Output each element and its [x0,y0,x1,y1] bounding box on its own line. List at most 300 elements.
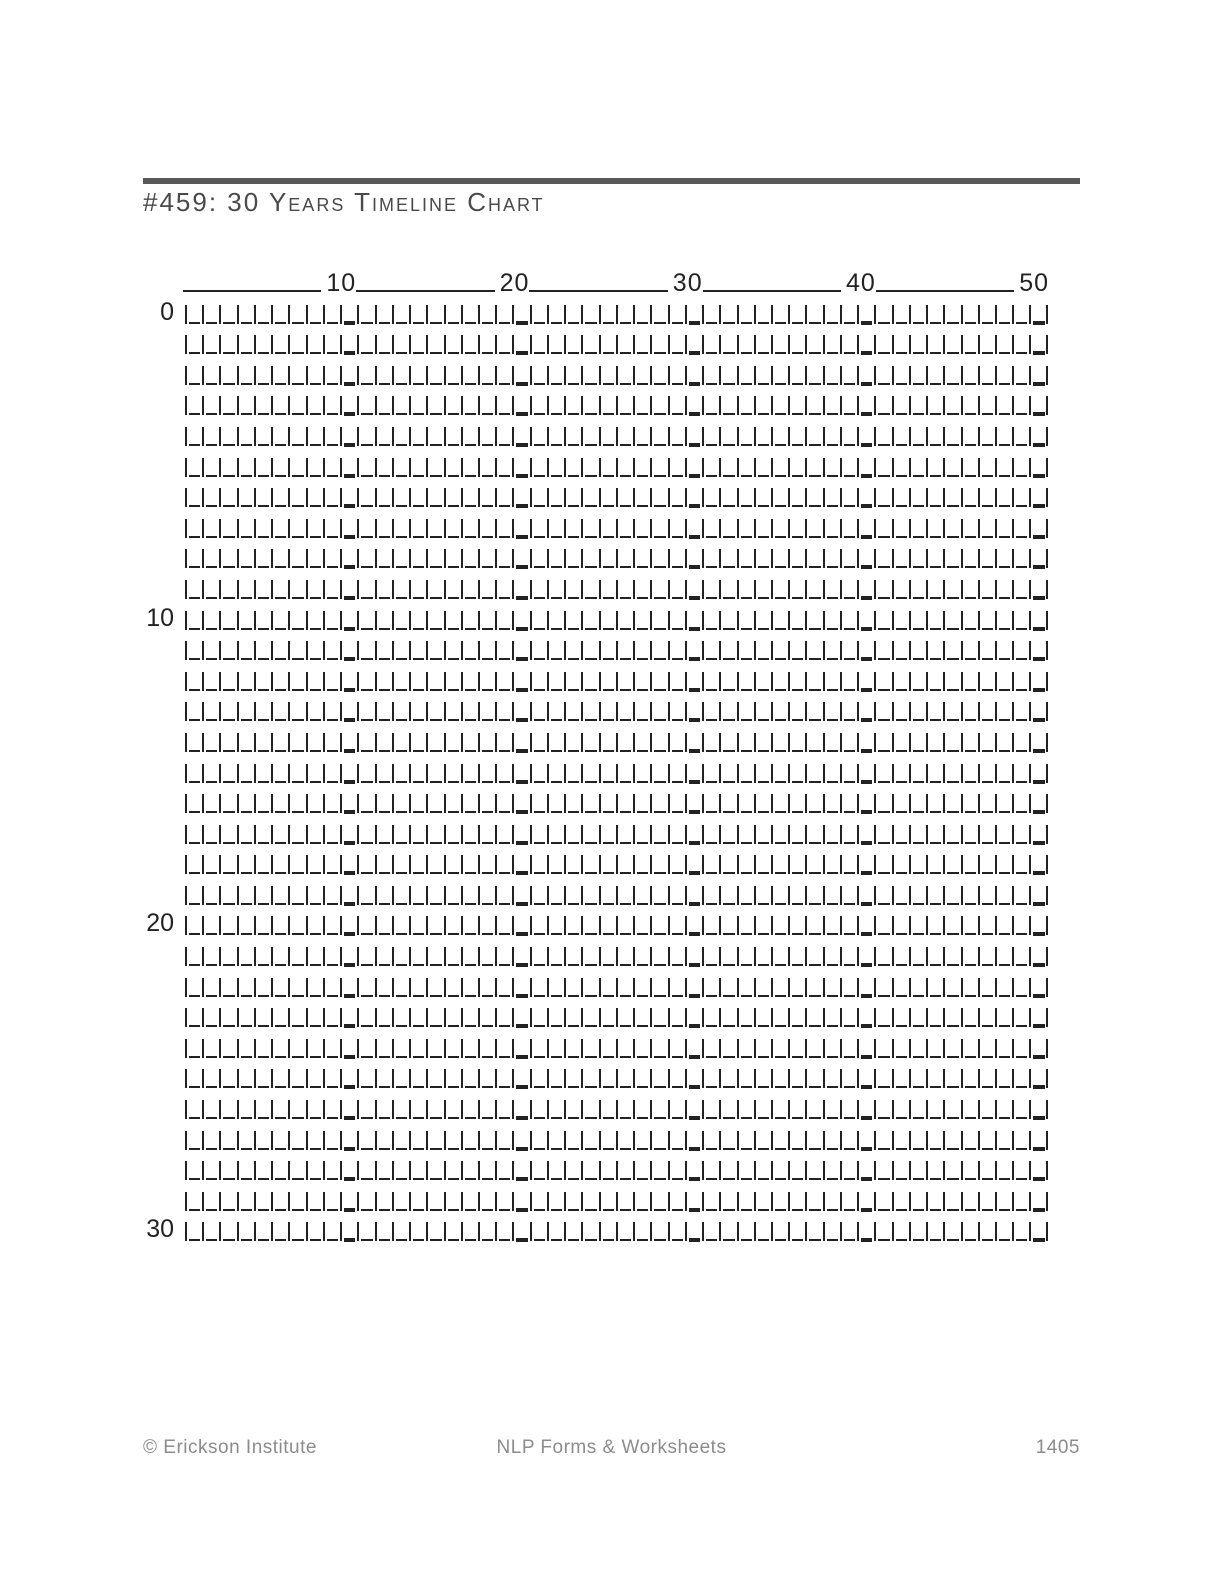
tick-bar-icon [271,1039,273,1058]
tick-bar-icon [219,458,221,477]
tick-bar-icon [340,702,342,721]
cell-underscore [379,536,390,538]
timeline-cell [719,724,736,755]
cell-underscore [241,536,252,538]
timeline-cell [685,357,702,388]
timeline-cell [512,877,529,908]
tick-bar-icon [254,825,256,844]
tick-bar-icon [771,672,773,691]
cell-underscore [792,1239,803,1241]
timeline-cell [426,1030,443,1061]
tick-bar-icon [185,672,187,691]
cell-underscore [534,352,545,354]
timeline-cell [340,357,357,388]
timeline-cell [547,724,564,755]
timeline-cell [840,480,857,511]
timeline-cell [495,969,512,1000]
cell-underscore [396,475,407,477]
cell-underscore [585,597,596,599]
cell-underscore [913,1025,924,1027]
cell-underscore [982,750,993,752]
timeline-cell [771,418,788,449]
cell-underscore [706,322,717,324]
tick-bar-icon [581,396,583,415]
tick-bar-icon [892,396,894,415]
timeline-cell [754,357,771,388]
timeline-cell [512,541,529,572]
timeline-cell [892,1061,909,1092]
tick-bar-icon [237,672,239,691]
cell-underscore [585,383,596,385]
timeline-cell [306,602,323,633]
cell-underscore [189,1239,200,1241]
tick-bar-icon [892,427,894,446]
cell-underscore [344,474,355,478]
cell-underscore [861,412,872,416]
tick-bar-icon [392,886,394,905]
timeline-cell [495,663,512,694]
tick-bar-icon [461,825,463,844]
cell-underscore [1033,474,1044,478]
tick-bar-icon [392,1222,394,1241]
tick-bar-icon [616,1161,618,1180]
timeline-cell [219,1183,236,1214]
cell-underscore [878,1148,889,1150]
cell-underscore [1033,932,1044,936]
tick-bar-icon [185,335,187,354]
timeline-cell [650,449,667,480]
tick-bar-icon [495,488,497,507]
tick-bar-icon [185,1222,187,1241]
timeline-cell [633,724,650,755]
tick-bar-icon [874,1008,876,1027]
timeline-cell [943,1122,960,1153]
cell-underscore [844,536,855,538]
timeline-cell [616,357,633,388]
timeline-cell [754,633,771,664]
tick-bar-icon [202,886,204,905]
cell-underscore [947,566,958,568]
cell-underscore [344,382,355,386]
tick-bar-icon [874,1192,876,1211]
tick-bar-icon [685,458,687,477]
cell-underscore [499,995,510,997]
timeline-cell [892,877,909,908]
timeline-cell [461,1122,478,1153]
tick-bar-icon [909,396,911,415]
cell-underscore [844,1025,855,1027]
tick-bar-icon [874,825,876,844]
tick-bar-icon [357,1100,359,1119]
cell-underscore [396,597,407,599]
cell-underscore [775,1117,786,1119]
timeline-cell [564,847,581,878]
tick-bar-icon [564,458,566,477]
timeline-cell [392,969,409,1000]
cell-underscore [982,933,993,935]
timeline-cell [771,1091,788,1122]
timeline-cell [978,418,995,449]
timeline-cell [823,418,840,449]
tick-bar-icon [1029,488,1031,507]
timeline-cell [995,908,1012,939]
tick-bar-icon [323,641,325,660]
cell-underscore [344,1177,355,1181]
timeline-cell [943,938,960,969]
tick-bar-icon [805,855,807,874]
tick-bar-icon [788,611,790,630]
timeline-cell [323,480,340,511]
tick-bar-icon [271,1161,273,1180]
cell-underscore [672,1209,683,1211]
timeline-cell [1029,571,1046,602]
timeline-cell [754,816,771,847]
timeline-cell [478,786,495,817]
tick-bar-icon [323,947,325,966]
tick-bar-icon [926,305,928,324]
timeline-cell [805,602,822,633]
cell-underscore [706,964,717,966]
timeline-cell [926,1061,943,1092]
cell-underscore [603,903,614,905]
timeline-cell [719,969,736,1000]
timeline-cell [685,388,702,419]
cell-underscore [878,719,889,721]
cell-underscore [827,933,838,935]
tick-bar-icon [805,335,807,354]
timeline-cell [495,908,512,939]
tick-bar-icon [978,1131,980,1150]
cell-underscore [620,1148,631,1150]
tick-bar-icon [874,1100,876,1119]
timeline-cell [288,1153,305,1184]
timeline-cell [581,1061,598,1092]
tick-bar-icon [737,672,739,691]
cell-underscore [689,1024,700,1028]
cell-underscore [568,995,579,997]
cell-underscore [396,689,407,691]
timeline-cell [874,571,891,602]
timeline-cell [702,786,719,817]
timeline-cell [599,388,616,419]
cell-underscore [551,872,562,874]
cell-underscore [568,811,579,813]
tick-bar-icon [323,886,325,905]
timeline-cell [685,877,702,908]
tick-bar-icon [530,1131,532,1150]
tick-bar-icon [702,458,704,477]
timeline-cell [357,755,374,786]
tick-bar-icon [840,1100,842,1119]
timeline-cell [771,663,788,694]
timeline-cell [616,1061,633,1092]
timeline-cell [771,1000,788,1031]
timeline-cell [961,633,978,664]
cell-underscore [413,597,424,599]
cell-underscore [310,1056,321,1058]
timeline-row [185,327,1047,358]
tick-bar-icon [564,396,566,415]
cell-underscore [275,475,286,477]
cell-underscore [361,811,372,813]
cell-underscore [189,1178,200,1180]
tick-bar-icon [375,1069,377,1088]
timeline-cell [357,908,374,939]
cell-underscore [1033,321,1044,325]
cell-underscore [344,1238,355,1242]
cell-underscore [361,1117,372,1119]
tick-bar-icon [926,641,928,660]
timeline-cell [392,388,409,419]
timeline-cell [995,816,1012,847]
tick-bar-icon [737,978,739,997]
tick-bar-icon [668,733,670,752]
timeline-cell [892,1122,909,1153]
cell-underscore [448,505,459,507]
cell-underscore [1033,535,1044,539]
cell-underscore [1033,1024,1044,1028]
tick-bar-icon [616,366,618,385]
cell-underscore [809,1086,820,1088]
cell-underscore [310,444,321,446]
tick-bar-icon [254,611,256,630]
cell-underscore [637,413,648,415]
tick-bar-icon [288,458,290,477]
timeline-cell [512,816,529,847]
tick-bar-icon [530,335,532,354]
cell-underscore [723,322,734,324]
cell-underscore [310,1239,321,1241]
timeline-cell [737,1061,754,1092]
cell-underscore [448,811,459,813]
timeline-cell [254,1030,271,1061]
cell-underscore [861,841,872,845]
tick-bar-icon [771,641,773,660]
timeline-cell [219,541,236,572]
timeline-cell [357,816,374,847]
timeline-cell [461,877,478,908]
tick-bar-icon [719,886,721,905]
cell-underscore [499,781,510,783]
cell-underscore [482,811,493,813]
timeline-cell [306,633,323,664]
cell-underscore [620,505,631,507]
timeline-cell [909,327,926,358]
timeline-cell [892,1153,909,1184]
timeline-cell [237,755,254,786]
timeline-cell [823,847,840,878]
cell-underscore [775,566,786,568]
timeline-cell [840,602,857,633]
tick-bar-icon [547,794,549,813]
tick-bar-icon [185,1039,187,1058]
tick-bar-icon [444,733,446,752]
cell-underscore [809,903,820,905]
cell-underscore [292,1056,303,1058]
timeline-cell [306,724,323,755]
tick-bar-icon [323,794,325,813]
timeline-cell [943,418,960,449]
cell-underscore [1016,505,1027,507]
tick-bar-icon [581,335,583,354]
tick-bar-icon [650,396,652,415]
timeline-cell [323,1214,340,1245]
tick-bar-icon [271,1222,273,1241]
tick-bar-icon [771,947,773,966]
cell-underscore [758,1178,769,1180]
cell-underscore [327,1148,338,1150]
cell-underscore [482,1239,493,1241]
cell-underscore [516,1147,527,1151]
cell-underscore [620,781,631,783]
timeline-cell [874,418,891,449]
tick-bar-icon [857,702,859,721]
tick-bar-icon [581,672,583,691]
cell-underscore [585,872,596,874]
tick-bar-icon [185,366,187,385]
timeline-cell [564,602,581,633]
cell-underscore [241,1117,252,1119]
tick-bar-icon [599,855,601,874]
timeline-cell [995,1000,1012,1031]
timeline-cell [444,877,461,908]
tick-bar-icon [788,1100,790,1119]
cell-underscore [741,781,752,783]
cell-underscore [206,352,217,354]
cell-underscore [189,352,200,354]
cell-underscore [706,1056,717,1058]
timeline-cell [771,1214,788,1245]
cell-underscore [499,1117,510,1119]
cell-underscore [223,995,234,997]
timeline-cell [978,449,995,480]
tick-bar-icon [771,1131,773,1150]
timeline-cell [702,847,719,878]
timeline-cell [788,1214,805,1245]
cell-underscore [723,995,734,997]
tick-bar-icon [668,335,670,354]
tick-bar-icon [219,947,221,966]
timeline-cell [357,694,374,725]
tick-bar-icon [926,916,928,935]
cell-underscore [861,749,872,753]
cell-underscore [482,505,493,507]
timeline-cell [375,724,392,755]
timeline-cell [530,1153,547,1184]
timeline-cell [375,388,392,419]
tick-bar-icon [978,1100,980,1119]
timeline-cell [219,633,236,664]
tick-bar-icon [323,549,325,568]
tick-bar-icon [909,886,911,905]
tick-bar-icon [788,549,790,568]
tick-bar-icon [788,886,790,905]
cell-underscore [844,811,855,813]
cell-underscore [827,903,838,905]
cell-underscore [620,1239,631,1241]
cell-underscore [310,750,321,752]
timeline-cell [771,633,788,664]
timeline-cell [547,938,564,969]
cell-underscore [482,352,493,354]
cell-underscore [310,475,321,477]
tick-bar-icon [788,1161,790,1180]
timeline-cell [271,694,288,725]
tick-bar-icon [564,549,566,568]
timeline-cell [375,327,392,358]
cell-underscore [930,475,941,477]
cell-underscore [1016,750,1027,752]
timeline-cell [185,633,202,664]
tick-bar-icon [1012,611,1014,630]
tick-bar-icon [512,1039,514,1058]
tick-bar-icon [961,580,963,599]
tick-bar-icon [581,1069,583,1088]
tick-bar-icon [943,825,945,844]
timeline-cell [719,1122,736,1153]
cell-underscore [344,1208,355,1212]
cell-underscore [844,505,855,507]
row-end-bar [1046,733,1048,752]
tick-bar-icon [857,1222,859,1241]
timeline-cell [926,388,943,419]
timeline-cell [340,633,357,664]
cell-underscore [654,872,665,874]
timeline-cell [788,755,805,786]
cell-underscore [689,443,700,447]
cell-underscore [982,1148,993,1150]
timeline-cell [288,480,305,511]
cell-underscore [361,1025,372,1027]
timeline-cell [650,510,667,541]
timeline-cell [340,1061,357,1092]
tick-bar-icon [409,488,411,507]
cell-underscore [189,811,200,813]
timeline-cell [616,1000,633,1031]
tick-bar-icon [771,335,773,354]
tick-bar-icon [823,733,825,752]
cell-underscore [1016,1239,1027,1241]
timeline-cell [754,418,771,449]
cell-underscore [275,536,286,538]
tick-bar-icon [564,702,566,721]
timeline-cell [581,357,598,388]
timeline-cell [444,1091,461,1122]
timeline-cell [874,357,891,388]
cell-underscore [620,1209,631,1211]
timeline-cell [478,1030,495,1061]
timeline-cell [788,816,805,847]
tick-bar-icon [788,672,790,691]
cell-underscore [361,1239,372,1241]
timeline-cell [788,296,805,327]
timeline-cell [219,1122,236,1153]
timeline-cell [340,1030,357,1061]
timeline-cell [892,724,909,755]
timeline-cell [995,327,1012,358]
tick-bar-icon [995,396,997,415]
cell-underscore [878,475,889,477]
tick-bar-icon [788,1192,790,1211]
tick-bar-icon [1012,1192,1014,1211]
tick-bar-icon [478,702,480,721]
timeline-cell [495,786,512,817]
cell-underscore [637,995,648,997]
cell-underscore [999,689,1010,691]
cell-underscore [689,474,700,478]
tick-bar-icon [874,488,876,507]
timeline-cell [409,449,426,480]
